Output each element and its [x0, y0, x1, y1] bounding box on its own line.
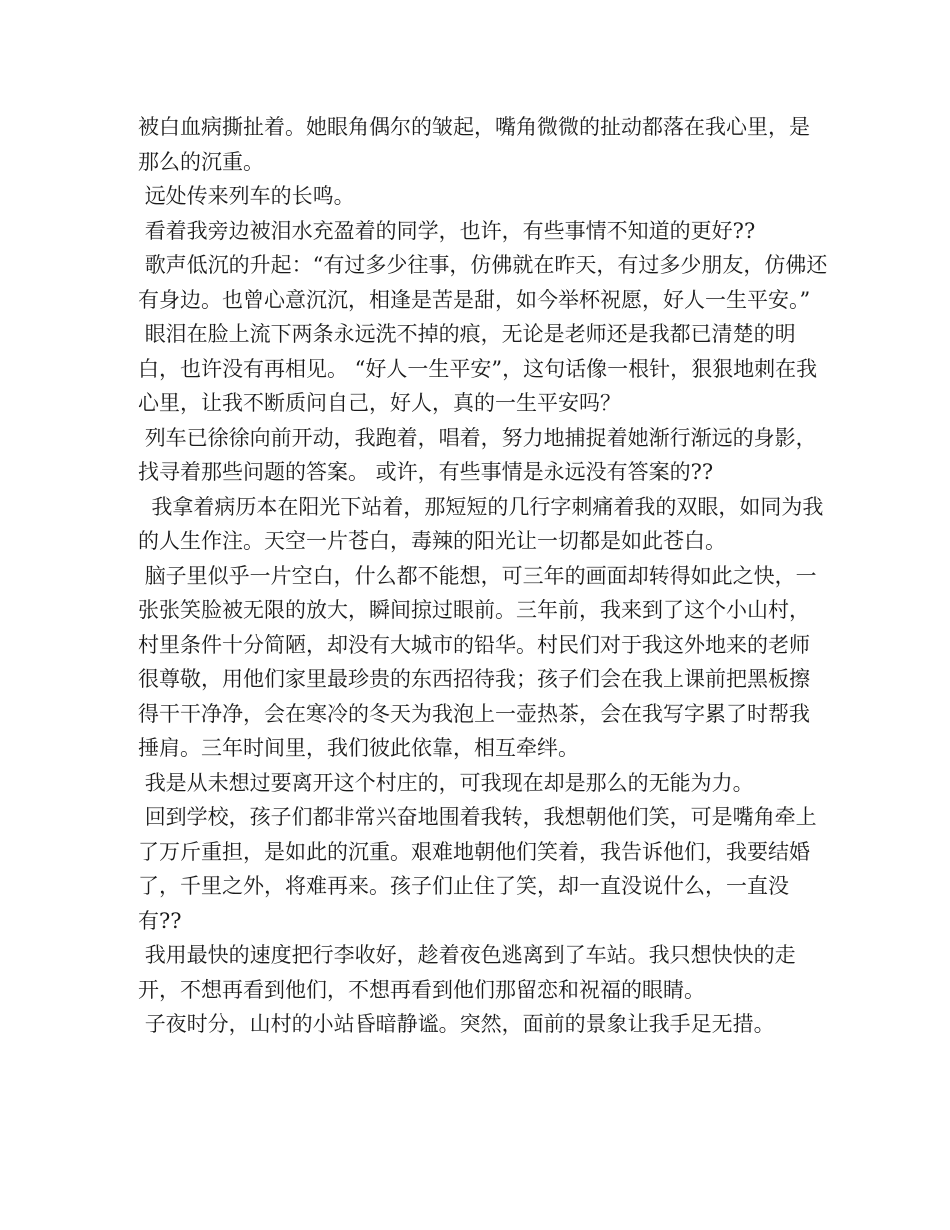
paragraph-3: 看着我旁边被泪水充盈着的同学，也许，有些事情不知道的更好?? [138, 218, 756, 243]
paragraph-8: 脑子里似乎一片空白，什么都不能想，可三年的画面却转得如此之快，一张张笑脸被无限的放大，瞬间掠过眼前。三年前，我来到了这个小山村，村里条件十分简陋，却没有大城市的铅华。村民们对于我这外地来的老师很尊敬，用他们家里最珍贵的东西招待我；孩子们会在我上课前把黑板擦得干干净净，会在寒冷的冬天为我泡上一壶热茶，会在我写字累了时帮我捶肩。三年时间里，我们彼此依靠，相互牵绊。 [138, 563, 817, 760]
paragraph-10: 回到学校，孩子们都非常兴奋地围着我转，我想朝他们笑，可是嘴角牵上了万斤重担，是如此的沉重。艰难地朝他们笑着，我告诉他们，我要结婚了，千里之外，将难再来。孩子们止住了笑，却一直没说什么，一直没有?? [138, 805, 817, 933]
paragraph-1: 被白血病撕扯着。她眼角偶尔的皱起，嘴角微微的扯动都落在我心里，是那么的沉重。 [138, 115, 810, 174]
paragraph-6: 列车已徐徐向前开动，我跑着，唱着，努力地捕捉着她渐行渐远的身影，找寻着那些问题的答案。 或许，有些事情是永远没有答案的?? [138, 425, 817, 484]
paragraph-7: 我拿着病历本在阳光下站着，那短短的几行字刺痛着我的双眼，如同为我的人生作注。天空一片苍白，毒辣的阳光让一切都是如此苍白。 [138, 494, 824, 553]
paragraph-9: 我是从未想过要离开这个村庄的，可我现在却是那么的无能为力。 [138, 770, 754, 795]
paragraph-4: 歌声低沉的升起：“有过多少往事，仿佛就在昨天，有过多少朋友，仿佛还有身边。也曾心意沉沉，相逢是苦是甜，如今举杯祝愿，好人一生平安。” [138, 253, 828, 312]
paragraph-11: 我用最快的速度把行李收好，趁着夜色逃离到了车站。我只想快快的走开，不想再看到他们，不想再看到他们那留恋和祝福的眼睛。 [138, 943, 796, 1002]
paragraph-2: 远处传来列车的长鸣。 [138, 184, 355, 208]
paragraph-5: 眼泪在脸上流下两条永远洗不掉的痕，无论是老师还是我都已清楚的明白，也许没有再相见。 “好人一生平安”，这句话像一根针，狠狠地刺在我心里，让我不断质问自己，好人，真的一生平安吗？ [138, 322, 818, 415]
paragraph-12: 子夜时分，山村的小站昏暗静谧。突然，面前的景象让我手足无措。 [138, 1012, 775, 1036]
document-body [138, 110, 828, 1042]
